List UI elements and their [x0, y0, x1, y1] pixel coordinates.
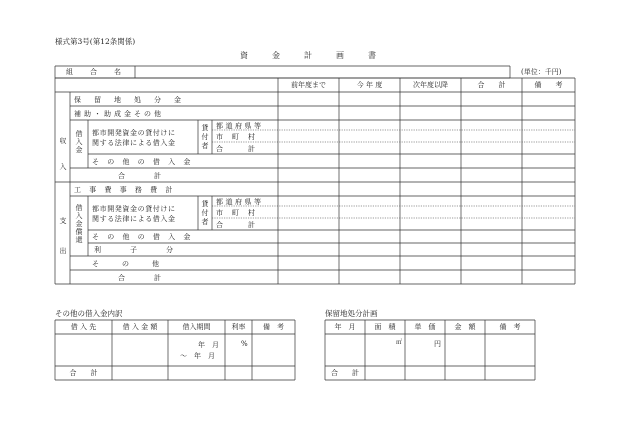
expense-total: 合 計	[118, 274, 163, 282]
income-lender-city: 市 町 村	[216, 133, 256, 141]
expense-law-loan-1: 都市開発資金の貸付けに	[92, 205, 176, 213]
loan-col-rate: 利率	[231, 323, 246, 331]
income-law-loan-2: 関する法律による借入金	[92, 139, 176, 147]
land-price-unit: 円	[434, 340, 441, 348]
income-total: 合 計	[118, 172, 163, 180]
expense-lender-city: 市 町 村	[216, 209, 256, 217]
land-col-remarks: 備 考	[499, 323, 521, 331]
expense-lender-total: 合 計	[216, 221, 256, 229]
income-lender-total: 合 計	[216, 145, 256, 153]
income-lender-pref: 都道府県等	[216, 122, 264, 130]
income-loan-group: 借入金	[75, 130, 83, 154]
land-total: 合 計	[331, 369, 359, 377]
union-name-label: 組 合 名	[66, 68, 126, 76]
expense-lender-label: 貸付者	[201, 200, 209, 226]
form-id: 様式第3号(第12条関係)	[55, 37, 136, 46]
loan-col-remarks: 備 考	[263, 323, 284, 331]
land-col-month: 年 月	[334, 323, 356, 331]
expense-law-loan-2: 関する法律による借入金	[92, 215, 176, 223]
expense-lender-pref: 都道府県等	[216, 198, 264, 206]
loan-col-period: 借入期間	[182, 323, 211, 331]
land-col-area: 面 積	[374, 323, 396, 331]
col-next-years: 次年度以降	[413, 81, 448, 89]
col-prev-years: 前年度まで	[291, 81, 326, 89]
unit-label: (単位：千円)	[521, 68, 562, 76]
col-total: 合 計	[477, 81, 506, 89]
loan-period-end: 〜 年 月	[180, 352, 215, 360]
land-plan-title: 保留地処分計画	[325, 309, 378, 318]
land-area-unit: ㎡	[396, 339, 403, 346]
expense-repay-group: 借入金償還	[75, 204, 83, 244]
expense-other-loan: そ の 他 の 借 入 金	[92, 233, 194, 241]
income-reserved-land: 保 留 地 処 分 金	[74, 96, 184, 104]
expense-other: そ の 他	[92, 260, 162, 268]
expense-interest: 利 子 分	[94, 246, 175, 254]
income-lender-label: 貸付者	[201, 124, 209, 150]
income-other-loan: そ の 他 の 借 入 金	[92, 158, 194, 166]
land-col-price: 単 価	[414, 323, 436, 331]
loan-detail-title: その他の借入金内訳	[55, 309, 123, 318]
page-title: 資 金 計 画 書	[240, 51, 384, 60]
expense-construction: 工 事 費 事 務 費 計	[74, 186, 176, 194]
loan-col-lender: 借 入 先	[70, 323, 97, 331]
col-remarks: 備 考	[534, 81, 563, 89]
land-col-amount: 金 額	[454, 323, 476, 331]
expense-section-label: 支出	[59, 217, 67, 255]
loan-rate-unit: %	[241, 340, 248, 348]
loan-period-start: 年 月	[198, 341, 219, 349]
col-this-year: 今 年 度	[356, 81, 383, 89]
loan-total: 合 計	[69, 369, 98, 377]
income-subsidy: 補助・助成金その他	[74, 110, 164, 118]
income-section-label: 収入	[59, 137, 67, 171]
loan-col-amount: 借 入 金 額	[122, 323, 158, 331]
income-law-loan-1: 都市開発資金の貸付けに	[92, 129, 176, 137]
